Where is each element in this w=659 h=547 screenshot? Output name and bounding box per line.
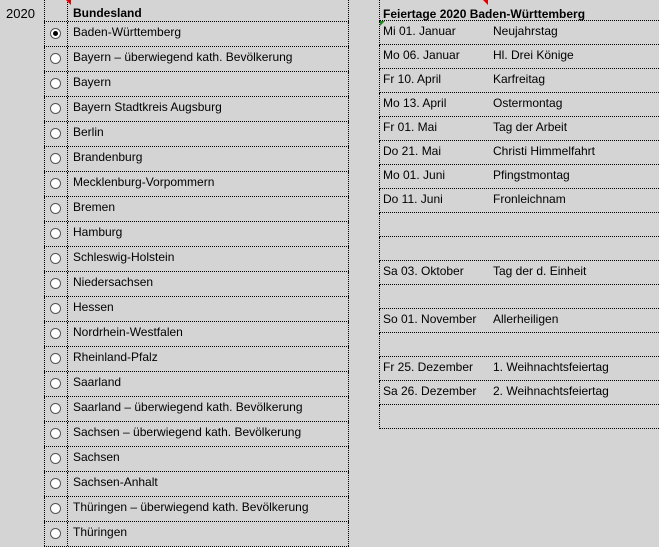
holiday-row: [379, 117, 659, 141]
state-row[interactable]: [44, 147, 349, 172]
error-marker: [380, 21, 385, 26]
holiday-date: Sa 03. Oktober: [383, 264, 464, 278]
holiday-date: Fr 10. April: [383, 72, 442, 86]
state-label: Nordrhein-Westfalen: [68, 322, 349, 346]
state-row[interactable]: [44, 497, 349, 522]
holiday-row: [379, 405, 659, 429]
holiday-name: Allerheiligen: [493, 312, 559, 326]
state-radio[interactable]: [50, 278, 61, 289]
state-row[interactable]: [44, 197, 349, 222]
holiday-name: 2. Weihnachtsfeiertag: [493, 384, 609, 398]
state-label: Niedersachsen: [68, 272, 349, 296]
holiday-table-header-row: [379, 0, 659, 21]
state-row[interactable]: [44, 272, 349, 297]
holiday-row: [379, 237, 659, 261]
state-row[interactable]: [44, 397, 349, 422]
state-row[interactable]: [44, 322, 349, 347]
year-label: 2020: [6, 6, 35, 21]
state-label: Bayern: [68, 72, 349, 96]
state-radio[interactable]: [50, 178, 61, 189]
holiday-row: [379, 261, 659, 285]
state-radio[interactable]: [50, 253, 61, 264]
state-label: Thüringen – überwiegend kath. Bevölkerung: [68, 497, 349, 521]
comment-marker: [66, 0, 71, 5]
state-row[interactable]: [44, 222, 349, 247]
holiday-name: Tag der d. Einheit: [493, 264, 587, 278]
holiday-row: [379, 381, 659, 405]
holiday-row: [379, 189, 659, 213]
state-label: Sachsen – überwiegend kath. Bevölkerung: [68, 422, 349, 446]
state-row[interactable]: [44, 522, 349, 547]
holiday-name: 1. Weihnachtsfeiertag: [493, 360, 609, 374]
state-row[interactable]: [44, 47, 349, 72]
holiday-date: Mi 01. Januar: [383, 24, 456, 38]
holiday-table-title: Feiertage 2020 Baden-Württemberg: [383, 7, 586, 21]
holiday-row: [379, 45, 659, 69]
state-radio[interactable]: [50, 328, 61, 339]
holiday-date: Sa 26. Dezember: [383, 384, 477, 398]
state-radio[interactable]: [50, 378, 61, 389]
state-list-header-row: [44, 0, 349, 22]
holiday-name: Christi Himmelfahrt: [493, 144, 596, 158]
holiday-date: Mo 06. Januar: [383, 48, 460, 62]
state-row[interactable]: [44, 297, 349, 322]
holiday-row: [379, 333, 659, 357]
holiday-row: [379, 357, 659, 381]
state-row[interactable]: [44, 172, 349, 197]
state-row[interactable]: [44, 372, 349, 397]
state-list-header: Bundesland: [68, 0, 349, 21]
state-radio[interactable]: [50, 103, 61, 114]
state-radio[interactable]: [50, 153, 61, 164]
state-row[interactable]: [44, 122, 349, 147]
state-radio[interactable]: [50, 203, 61, 214]
state-radio[interactable]: [50, 128, 61, 139]
holiday-date: So 01. November: [383, 312, 477, 326]
state-row[interactable]: [44, 97, 349, 122]
state-row[interactable]: [44, 347, 349, 372]
state-radio[interactable]: [50, 303, 61, 314]
holiday-date: Fr 25. Dezember: [383, 360, 474, 374]
state-label: Hamburg: [68, 222, 349, 246]
state-radio[interactable]: [50, 28, 61, 39]
state-label: Mecklenburg-Vorpommern: [68, 172, 349, 196]
holiday-name: Karfreitag: [493, 72, 546, 86]
holiday-row: [379, 213, 659, 237]
state-row[interactable]: [44, 447, 349, 472]
holiday-name: Ostermontag: [493, 96, 563, 110]
state-radio[interactable]: [50, 428, 61, 439]
holiday-name: Fronleichnam: [493, 192, 566, 206]
holiday-name: Hl. Drei Könige: [493, 48, 574, 62]
state-radio[interactable]: [50, 53, 61, 64]
holiday-row: [379, 165, 659, 189]
state-label: Saarland – überwiegend kath. Bevölkerung: [68, 397, 349, 421]
state-list: [44, 0, 349, 547]
state-row[interactable]: [44, 22, 349, 47]
holiday-date: Mo 01. Juni: [383, 168, 446, 182]
holiday-date: Do 11. Juni: [383, 192, 443, 206]
holiday-date: Do 21. Mai: [383, 144, 442, 158]
state-label: Bayern – überwiegend kath. Bevölkerung: [68, 47, 349, 71]
state-label: Hessen: [68, 297, 349, 321]
state-label: Berlin: [68, 122, 349, 146]
holiday-row: [379, 309, 659, 333]
holiday-row: [379, 285, 659, 309]
holiday-row: [379, 69, 659, 93]
state-radio[interactable]: [50, 478, 61, 489]
holiday-row: [379, 141, 659, 165]
state-radio[interactable]: [50, 503, 61, 514]
holiday-name: Pfingstmontag: [493, 168, 570, 182]
state-radio[interactable]: [50, 353, 61, 364]
state-radio[interactable]: [50, 403, 61, 414]
state-label: Sachsen: [68, 447, 349, 471]
holiday-name: Neujahrstag: [493, 24, 558, 38]
state-label: Rheinland-Pfalz: [68, 347, 349, 371]
state-row[interactable]: [44, 72, 349, 97]
state-row[interactable]: [44, 247, 349, 272]
state-row[interactable]: [44, 472, 349, 497]
holiday-date: Fr 01. Mai: [383, 120, 438, 134]
comment-marker: [483, 0, 488, 5]
holiday-name: Tag der Arbeit: [493, 120, 568, 134]
holiday-row: [379, 21, 659, 45]
holiday-table: [379, 0, 659, 429]
state-label: Saarland: [68, 372, 349, 396]
state-label: Baden-Württemberg: [68, 22, 349, 46]
state-label: Brandenburg: [68, 147, 349, 171]
state-label: Sachsen-Anhalt: [68, 472, 349, 496]
state-label: Thüringen: [68, 522, 349, 546]
state-radio[interactable]: [50, 228, 61, 239]
state-radio[interactable]: [50, 453, 61, 464]
state-label: Bayern Stadtkreis Augsburg: [68, 97, 349, 121]
holiday-row: [379, 93, 659, 117]
state-label: Schleswig-Holstein: [68, 247, 349, 271]
state-row[interactable]: [44, 422, 349, 447]
state-radio[interactable]: [50, 78, 61, 89]
holiday-date: Mo 13. April: [383, 96, 447, 110]
state-label: Bremen: [68, 197, 349, 221]
